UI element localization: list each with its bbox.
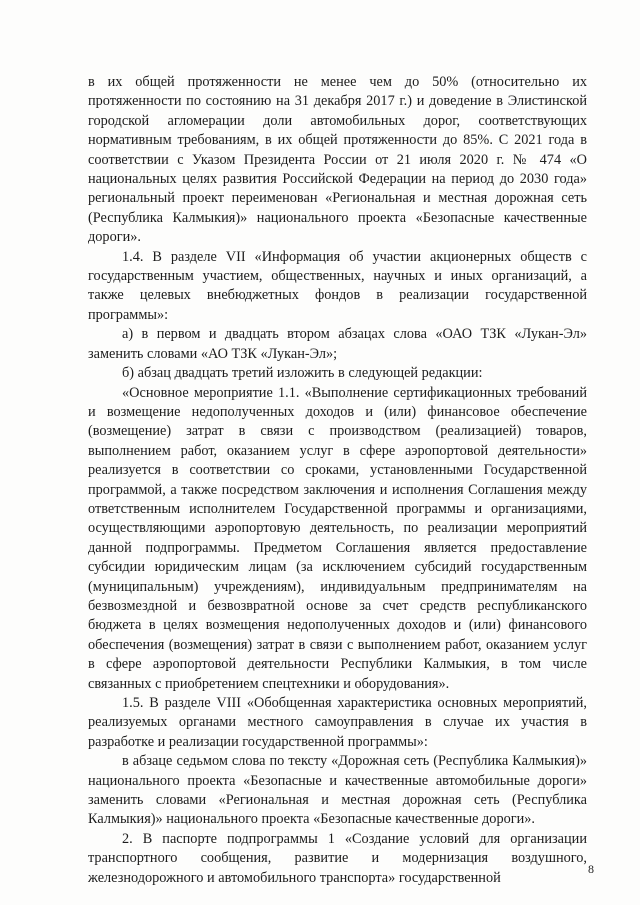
paragraph-seventh-abzac: в абзаце седьмом слова по тексту «Дорожная сеть (Республика Калмыкия)» национального проекта «Безопасные и качественные автомобильные дороги» заменить словами «Региональная и местная дорожная сеть (Республика Калмыкия)» национального проекта «Безопасные качественные дороги». xyxy=(88,753,587,828)
paragraph-section-1-5: 1.5. В разделе VIII «Обобщенная характеристика основных мероприятий, реализуемых органами местного самоуправления в случае их участия в разработке и реализации государственной программы»: xyxy=(88,695,587,750)
paragraph-section-2: 2. В паспорте подпрограммы 1 «Создание условий для организации транспортного сообщения, развитие и модернизация воздушного, железнодорожного и автомобильного транспорта» государственной xyxy=(88,830,587,886)
paragraph-continuation: в их общей протяженности не менее чем до 50% (относительно их протяженности по состоянию на 31 декабря 2017 г.) и доведение в Элистинской городской агломерации доли автомобильных дорог, соответствующих нормативным требованиям, в их общей протяженности до 85%. С 2021 года в соответствии с Указом Президента России от 21 июля 2020 г. № 474 «О национальных целях развития Российской Федерации на период до 2030 года» региональный проект переименован «Региональная и местная дорожная сеть (Республика Калмыкия)» национального проекта «Безопасные качественные дороги». xyxy=(88,74,587,246)
paragraph-section-1-4: 1.4. В разделе VII «Информация об участии акционерных обществ с государственным участием, общественных, научных и иных организаций, а также целевых внебюджетных фондов в реализации государственной программы»: xyxy=(88,248,587,323)
page-number: 8 xyxy=(588,862,594,876)
document-body xyxy=(88,73,587,888)
paragraph-item-b: б) абзац двадцать третий изложить в следующей редакции: xyxy=(122,365,483,382)
paragraph-item-a: а) в первом и двадцать втором абзацах слова «ОАО ТЗК «Лукан-Эл» заменить словами «АО ТЗК «Лукан-Эл»; xyxy=(88,326,587,362)
paragraph-main-activity: «Основное мероприятие 1.1. «Выполнение сертификационных требований и возмещение недополученных доходов и (или) финансовое обеспечение (возмещение) затрат в связи с производством (реализацией) товаров, выполнением работ, оказанием услуг в сфере аэропортовой деятельности» реализуется в соответствии со сроками, установленными Государственной программой, а также посредством заключения и исполнения Соглашения между ответственным исполнителем Государственной программы и организациями, осуществляющими аэропортовую деятельность, по реализации мероприятий данной подпрограммы. Предметом Соглашения является предоставление субсидии юридическим лицам (за исключением субсидий государственным (муниципальным) учреждениям), индивидуальным предпринимателям на безвозмездной и безвозвратной основе за счет средств республиканского бюджета в целях возмещения недополученных доходов и (или) финансового обеспечения (возмещения) затрат в связи с выполнением работ, оказанием услуг в сфере аэропортовой деятельности Республики Калмыкия, в том числе связанных с приобретением спецтехники и оборудования». xyxy=(88,384,587,692)
